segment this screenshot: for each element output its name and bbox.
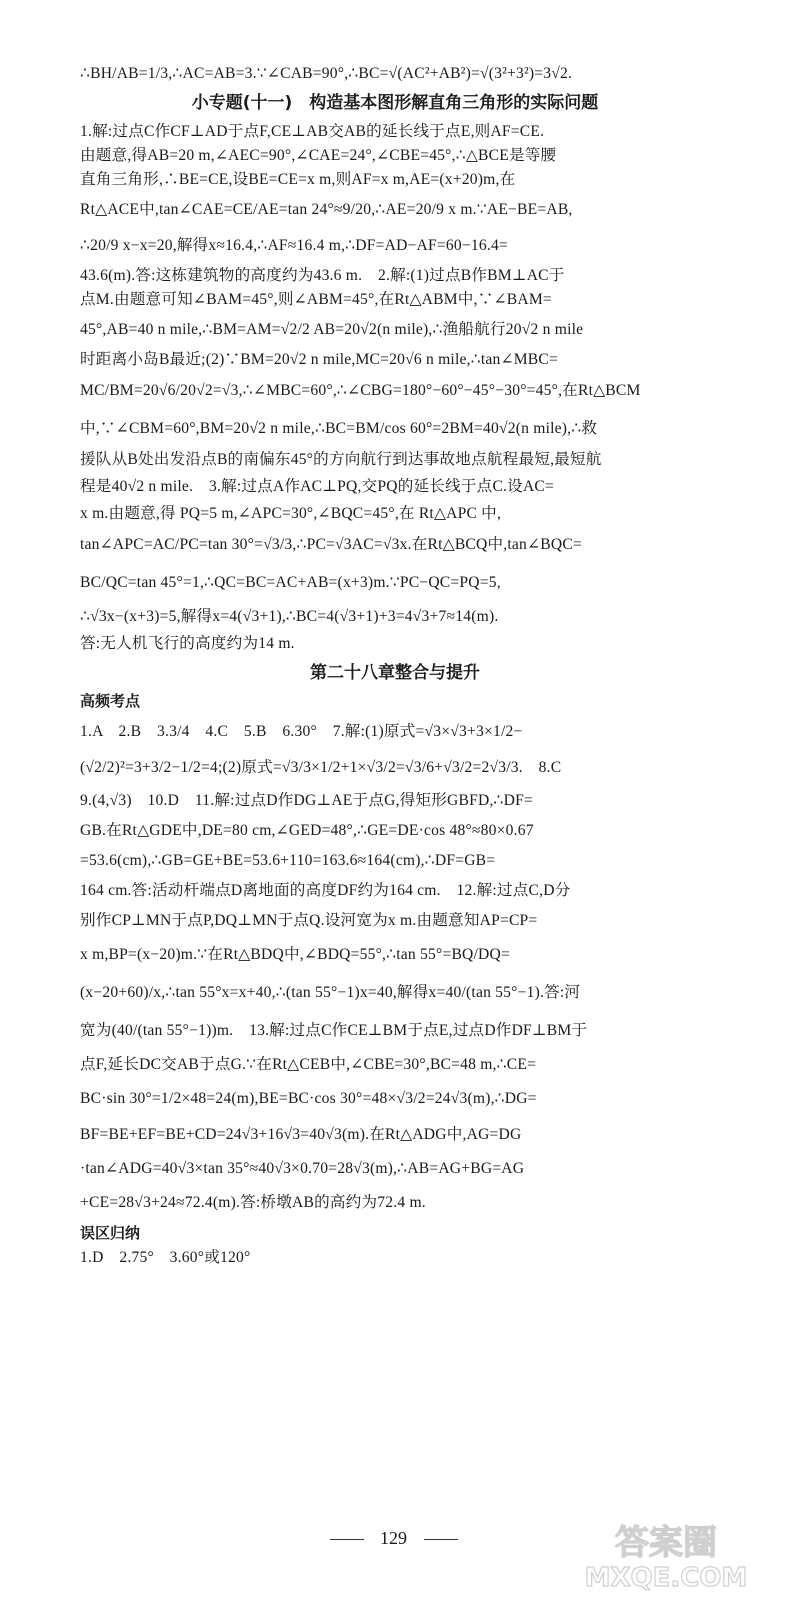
text-line: MC/BM=20√6/20√2=√3,∴∠MBC=60°,∴∠CBG=180°−60°−45°−30°=45°,在Rt△BCM	[80, 382, 641, 399]
text-line: 宽为(40/(tan 55°−1))m. 13.解:过点C作CE⊥BM于点E,过点D作DF⊥BM于	[80, 1022, 588, 1039]
page-number: 129	[380, 1528, 407, 1548]
text-line: x m,BP=(x−20)m.∵在Rt△BDQ中,∠BDQ=55°,∴tan 55°=BQ/DQ=	[80, 946, 510, 963]
chapter-title: 第二十八章整合与提升	[310, 663, 480, 683]
text-line: BC·sin 30°=1/2×48=24(m),BE=BC·cos 30°=48×√3/2=24√3(m),∴DG=	[80, 1090, 537, 1107]
text-line: ·tan∠ADG=40√3×tan 35°≈40√3×0.70=28√3(m),∴AB=AG+BG=AG	[80, 1160, 525, 1177]
text-line: (x−20+60)/x,∴tan 55°x=x+40,∴(tan 55°−1)x=40,解得x=40/(tan 55°−1).答:河	[80, 984, 581, 1001]
footer-dash-right	[424, 1539, 458, 1540]
text-line: 中,∵∠CBM=60°,BM=20√2 n mile,∴BC=BM/cos 60°=2BM=40√2(n mile),∴救	[80, 420, 598, 437]
watermark-logo	[564, 1516, 769, 1594]
subheading-high-frequency: 高频考点	[80, 692, 141, 710]
text-line: tan∠APC=AC/PC=tan 30°=√3/3,∴PC=√3AC=√3x.在Rt△BCQ中,tan∠BQC=	[80, 536, 582, 553]
text-line: 点M.由题意可知∠BAM=45°,则∠ABM=45°,在Rt△ABM中,∵∠BAM=	[80, 291, 552, 308]
text-line: 43.6(m).答:这栋建筑物的高度约为43.6 m. 2.解:(1)过点B作BM⊥AC于	[80, 267, 565, 284]
text-line: BF=BE+EF=BE+CD=24√3+16√3=40√3(m).在Rt△ADG中,AG=DG	[80, 1126, 522, 1143]
footer-dash-left	[330, 1539, 364, 1540]
text-line: +CE=28√3+24≈72.4(m).答:桥墩AB的高约为72.4 m.	[80, 1194, 426, 1211]
text-line: 由题意,得AB=20 m,∠AEC=90°,∠CAE=24°,∠CBE=45°,∴△BCE是等腰	[80, 147, 557, 164]
section3-body	[80, 1246, 710, 1270]
text-line: Rt△ACE中,tan∠CAE=CE/AE=tan 24°≈9/20,∴AE=20/9 x m.∵AE−BE=AB,	[80, 201, 573, 218]
text-line: 45°,AB=40 n mile,∴BM=AM=√2/2 AB=20√2(n mile),∴渔船航行20√2 n mile	[80, 321, 584, 338]
text-line: 1.D 2.75° 3.60°或120°	[80, 1249, 251, 1266]
text-line: 援队从B处出发沿点B的南偏东45°的方向航行到达事故地点航程最短,最短航	[80, 451, 602, 468]
text-line: 1.A 2.B 3.3/4 4.C 5.B 6.30° 7.解:(1)原式=√3×√3+3×1/2−	[80, 723, 523, 740]
text-line: GB.在Rt△GDE中,DE=80 cm,∠GED=48°,∴GE=DE·cos 48°≈80×0.67	[80, 822, 534, 839]
text-line: 164 cm.答:活动杆端点D离地面的高度DF约为164 cm. 12.解:过点C,D分	[80, 882, 571, 899]
text-line: 1.解:过点C作CF⊥AD于点F,CE⊥AB交AB的延长线于点E,则AF=CE.	[80, 123, 545, 140]
text-line: 9.(4,√3) 10.D 11.解:过点D作DG⊥AE于点G,得矩形GBFD,∴DF=	[80, 792, 534, 809]
section2-body	[80, 714, 710, 1220]
section-title-special-topic: 小专题(十一) 构造基本图形解直角三角形的实际问题	[191, 93, 599, 113]
text-line: (√2/2)²=3+3/2−1/2=4;(2)原式=√3/3×1/2+1×√3/2=√3/6+√3/2=2√3/3. 8.C	[80, 759, 562, 776]
section1-body	[80, 120, 710, 656]
text-line: ∴√3x−(x+3)=5,解得x=4(√3+1),∴BC=4(√3+1)+3=4√3+7≈14(m).	[80, 608, 499, 625]
text-line: 时距离小岛B最近;(2)∵BM=20√2 n mile,MC=20√6 n mile,∴tan∠MBC=	[80, 351, 558, 368]
text-line: 直角三角形,∴BE=CE,设BE=CE=x m,则AF=x m,AE=(x+20)m,在	[80, 171, 516, 188]
subheading-error-summary: 误区归纳	[80, 1224, 141, 1242]
text-line: 别作CP⊥MN于点P,DQ⊥MN于点Q.设河宽为x m.由题意知AP=CP=	[80, 912, 538, 929]
watermark-icon	[564, 1516, 769, 1594]
text-line: 点F,延长DC交AB于点G.∵在Rt△CEB中,∠CBE=30°,BC=48 m,∴CE=	[80, 1056, 537, 1073]
text-line: ∴20/9 x−x=20,解得x≈16.4,∴AF≈16.4 m,∴DF=AD−AF=60−16.4=	[80, 237, 508, 254]
text-line: =53.6(cm),∴GB=GE+BE=53.6+110=163.6≈164(cm),∴DF=GB=	[80, 852, 496, 869]
top-line: ∴BH/AB=1/3,∴AC=AB=3.∵∠CAB=90°,∴BC=√(AC²+AB²)=√(3²+3²)=3√2.	[80, 65, 573, 82]
text-line: BC/QC=tan 45°=1,∴QC=BC=AC+AB=(x+3)m.∵PC−QC=PQ=5,	[80, 574, 501, 591]
text-line: 答:无人机飞行的高度约为14 m.	[80, 635, 295, 652]
text-line: 程是40√2 n mile. 3.解:过点A作AC⊥PQ,交PQ的延长线于点C.设AC=	[80, 478, 555, 495]
watermark-url: MXQE.COM	[584, 1563, 748, 1593]
watermark-logo-text: 答案圈	[615, 1523, 717, 1563]
answer-page	[80, 62, 710, 1270]
text-line: x m.由题意,得 PQ=5 m,∠APC=30°,∠BQC=45°,在 Rt△APC 中,	[80, 505, 502, 522]
